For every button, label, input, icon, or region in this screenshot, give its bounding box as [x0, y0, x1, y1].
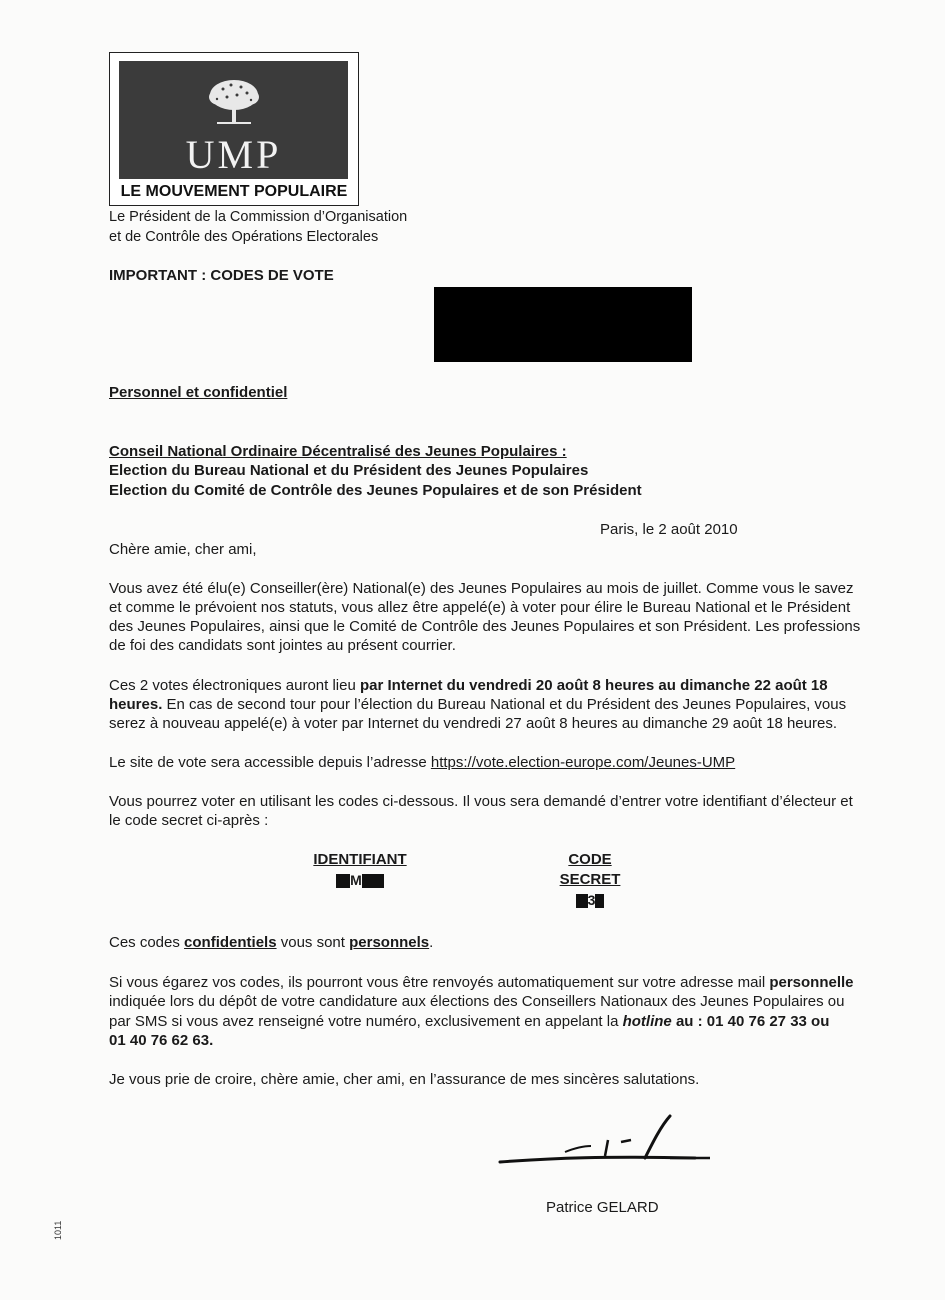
redacted-address [434, 287, 692, 362]
identifier-visible-char: M [350, 872, 362, 888]
redaction-mark [336, 874, 350, 888]
para2-line-1 [109, 676, 828, 696]
para1-line-4: de foi des candidats sont jointes au présent courrier. [109, 637, 456, 654]
para5-c: vous sont [276, 934, 350, 951]
subject-line-3: Election du Comité de Contrôle des Jeunes Populaires et de son Président [109, 482, 642, 499]
identifier-label: IDENTIFIANT [313, 851, 407, 868]
para3-line [109, 753, 735, 773]
signatory-name: Patrice GELARD [546, 1199, 659, 1216]
date-place: Paris, le 2 août 2010 [600, 521, 738, 538]
para6-personal: personnelle [769, 974, 854, 991]
vote-site-link[interactable]: https://vote.election-europe.com/Jeunes-UMP [430, 754, 736, 771]
para6-phone-2: 01 40 76 62 63. [109, 1032, 214, 1049]
side-page-number: 1011 [53, 1220, 63, 1240]
para6-text: Si vous égarez vos codes, ils pourront vous être renvoyés automatiquement sur votre adresse mail [109, 974, 770, 991]
para2-text: Ces 2 votes électroniques auront lieu [109, 677, 360, 694]
important-heading: IMPORTANT : CODES DE VOTE [109, 267, 334, 284]
secret-code-block [540, 850, 640, 911]
para1-line-2: et comme le prévoient nos statuts, vous allez être appelé(e) à voter pour élire le Bureau National et le Président [109, 599, 851, 616]
sender-line-2: et de Contrôle des Opérations Electorales [109, 229, 379, 245]
para2-line-2 [109, 695, 846, 715]
para6-phone-1: au : 01 40 76 27 33 ou [671, 1013, 830, 1030]
secret-code-value [576, 890, 605, 910]
para5-confidential: confidentiels [184, 934, 277, 951]
identifier-block [310, 850, 410, 891]
closing-salutation: Je vous prie de croire, chère amie, cher ami, en l’assurance de mes sincères salutations. [109, 1071, 700, 1088]
para2-second-round: En cas de second tour pour l’élection du Bureau National et du Président des Jeunes Populaires, vous [162, 696, 847, 713]
para6-line-1 [109, 973, 854, 993]
para6-hotline: hotline [622, 1013, 672, 1030]
confidential-heading: Personnel et confidentiel [109, 384, 288, 401]
tree-icon [203, 75, 265, 131]
para4-line-1: Vous pourrez voter en utilisant les codes ci-dessous. Il vous sera demandé d’entrer votre identifiant d’électeur et [109, 793, 853, 810]
greeting: Chère amie, cher ami, [109, 541, 257, 558]
para6-sms: par SMS si vous avez renseigné votre numéro, exclusivement en appelant la [109, 1013, 623, 1030]
handwritten-signature [495, 1112, 720, 1172]
subject-line-2: Election du Bureau National et du Président des Jeunes Populaires [109, 462, 589, 479]
para4-line-2: le code secret ci-après : [109, 812, 269, 829]
para2-line-3: serez à nouveau appelé(e) à voter par Internet du vendredi 27 août 8 heures au dimanche 29 août 18 heures. [109, 715, 837, 732]
para5-a: Ces codes [109, 934, 185, 951]
para5-line [109, 933, 433, 953]
sender-line-1: Le Président de la Commission d’Organisation [109, 209, 408, 225]
subject-line-1: Conseil National Ordinaire Décentralisé des Jeunes Populaires : [109, 443, 567, 460]
ump-logo [109, 52, 359, 206]
logo-tagline: LE MOUVEMENT POPULAIRE [120, 183, 348, 200]
para5-e: . [429, 934, 434, 951]
para6-line-2: indiquée lors du dépôt de votre candidature aux élections des Conseillers Nationaux des Jeunes Populaires ou [109, 993, 845, 1010]
identifier-value [336, 870, 384, 890]
redaction-mark [576, 894, 588, 908]
para1-line-3: des Jeunes Populaires, ainsi que le Comité de Contrôle des Jeunes Populaires et son Président. Les professions [109, 618, 861, 635]
redaction-mark [362, 874, 384, 888]
para2-vote-dates: par Internet du vendredi 20 août 8 heures au dimanche 22 août 18 [359, 677, 828, 694]
secret-code-label: CODE SECRET [559, 851, 621, 888]
para3-text: Le site de vote sera accessible depuis l’adresse [109, 754, 431, 771]
secret-visible-char: 3 [587, 892, 596, 908]
para1-line-1: Vous avez été élu(e) Conseiller(ère) National(e) des Jeunes Populaires au mois de juillet. Comme vous le savez [109, 580, 854, 597]
para2-hours: heures. [109, 696, 163, 713]
logo-brand-text: UMP [185, 132, 282, 177]
redaction-mark [595, 894, 604, 908]
para5-personal: personnels [349, 934, 430, 951]
para6-line-3 [109, 1012, 829, 1032]
logo-background [119, 61, 348, 179]
